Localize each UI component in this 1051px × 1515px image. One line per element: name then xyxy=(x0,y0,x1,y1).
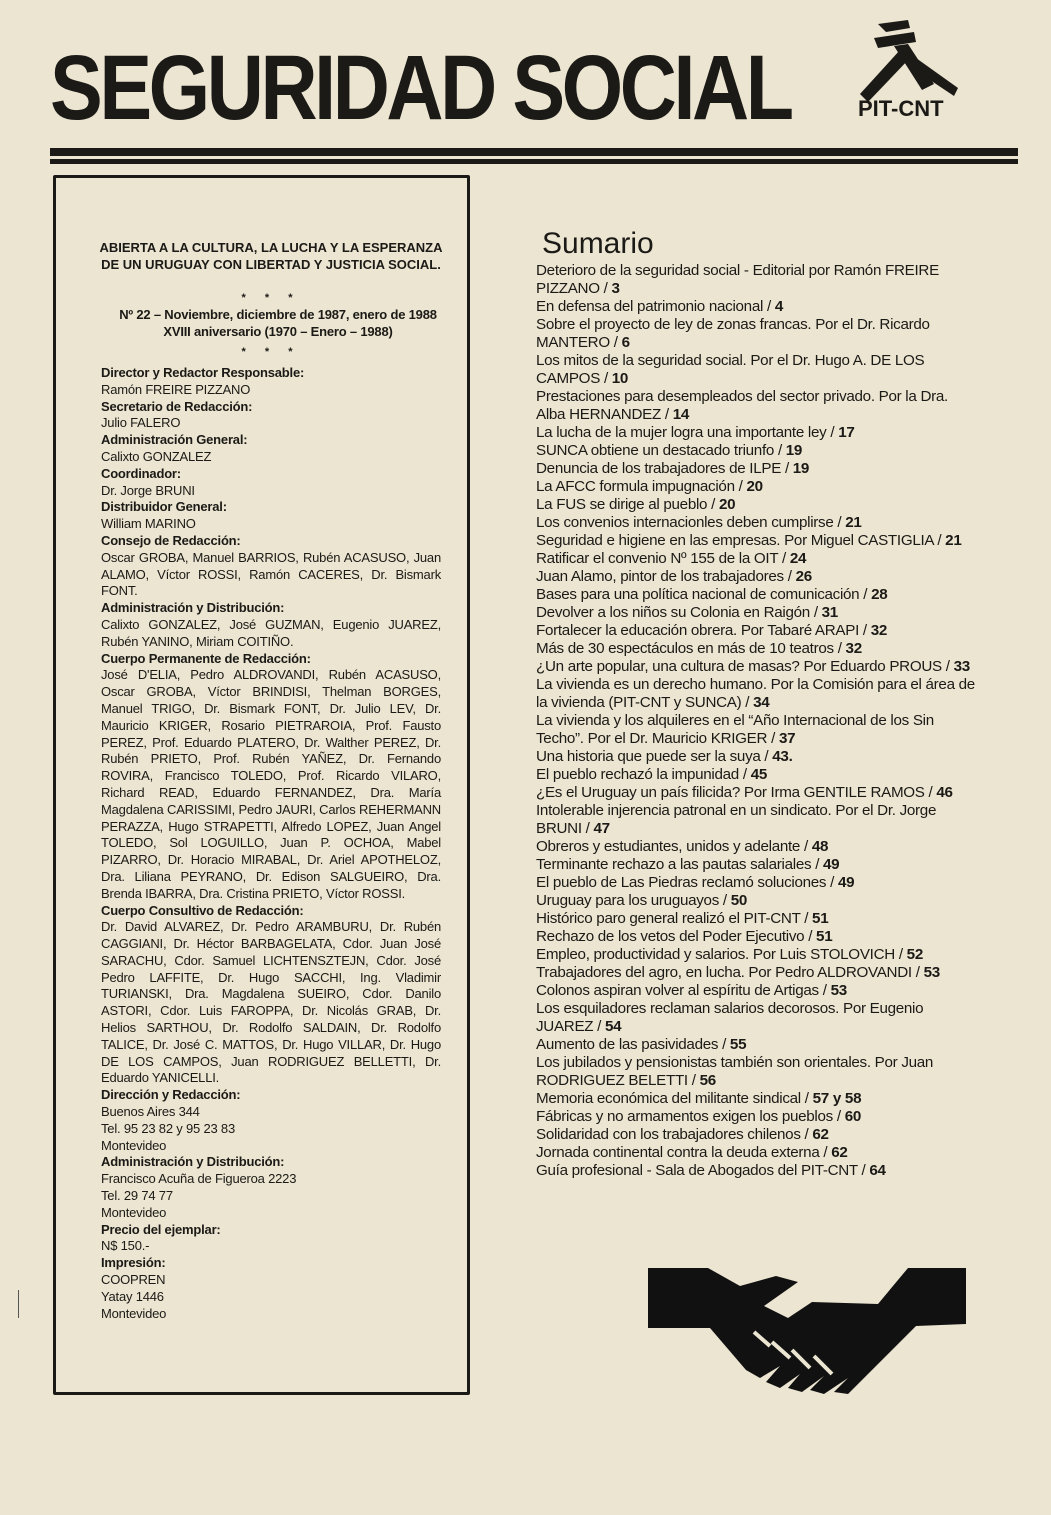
toc-item xyxy=(536,262,976,298)
toc-item-page: 64 xyxy=(869,1162,886,1179)
toc-item-title: ¿Es el Uruguay un país filicida? Por Irma GENTILE RAMOS / xyxy=(536,784,937,801)
toc-item xyxy=(536,442,976,460)
toc-item-title: Los esquiladores reclaman salarios decorosos. Por Eugenio JUAREZ / xyxy=(536,1000,924,1035)
toc-item-page: 19 xyxy=(792,460,810,477)
toc-item xyxy=(536,838,976,856)
toc-item-title: Memoria económica del militante sindical / xyxy=(536,1090,813,1107)
toc-item-title: Aumento de las pasividades / xyxy=(536,1036,730,1053)
staff-heading: Coordinador: xyxy=(101,465,181,481)
toc-item-page: 20 xyxy=(746,478,763,495)
toc-item-title: Histórico paro general realizó el PIT-CNT / xyxy=(536,910,813,927)
toc-item-title: En defensa del patrimonio nacional / xyxy=(536,298,775,315)
toc-item-title: Colonos aspiran volver al espíritu de Artigas / xyxy=(536,982,831,999)
toc-item-page: 62 xyxy=(812,1126,829,1143)
toc-item xyxy=(536,1144,976,1162)
staff-names: Francisco Acuña de Figueroa 2223 xyxy=(101,1171,297,1187)
masthead-rule-thin xyxy=(50,159,1018,164)
toc-item-title: Bases para una política nacional de comunicación / xyxy=(536,586,872,603)
staff-names: COOPREN xyxy=(101,1272,166,1288)
toc-item xyxy=(536,946,976,964)
toc-item-title: Intolerable injerencia patronal en un sindicato. Por el Dr. Jorge BRUNI / xyxy=(536,802,937,837)
toc-item-title: Trabajadores del agro, en lucha. Por Pedro ALDROVANDI / xyxy=(536,964,924,981)
staff-names: Montevideo xyxy=(101,1305,167,1321)
toc-item xyxy=(536,658,976,676)
scan-edge-mark xyxy=(18,1290,19,1318)
toc-item-page: 31 xyxy=(821,604,838,621)
toc-item-page: 37 xyxy=(778,730,796,747)
staff-heading: Secretario de Redacción: xyxy=(101,398,253,414)
toc-item-page: 56 xyxy=(699,1072,716,1089)
staff-names: Montevideo xyxy=(101,1137,167,1153)
staff-heading: Administración y Distribución: xyxy=(101,600,285,616)
toc-item-page: 54 xyxy=(605,1018,622,1035)
toc-item xyxy=(536,712,976,748)
toc-item xyxy=(536,316,976,352)
toc-item xyxy=(536,604,976,622)
toc-item-title: ¿Un arte popular, una cultura de masas? Por Eduardo PROUS / xyxy=(536,658,954,675)
toc-item-title: Terminante rechazo a las pautas salariales / xyxy=(536,856,824,873)
toc-item-title: La AFCC formula impugnación / xyxy=(536,478,747,495)
toc-item-page: 32 xyxy=(870,622,888,639)
staff-heading: Impresión: xyxy=(101,1255,166,1271)
staff-names: Tel. 95 23 82 y 95 23 83 xyxy=(101,1120,235,1136)
toc-item xyxy=(536,1090,976,1108)
separator-stars: * * * xyxy=(241,292,301,304)
toc-item-page: 43. xyxy=(772,748,793,765)
staff-names: Dr. David ALVAREZ, Dr. Pedro ARAMBURU, Dr. Rubén CAGGIANI, Dr. Héctor BARBAGELATA, Cdor. Juan José SARACHU, Cdor. Samuel LICHTENSZTEJN, Cdor. José Pedro LAFFITE, Dr. Hugo SACCHI, Ing. Vladimir TURIANSKI, Dra. Magdalena SUEIRO, Cdor. Danilo ASTORI, Cdor. Luis FAROPPA, Dr. Nicolás GRAB, Dr. Helios SARTHOU, Dr. Rodolfo SALDAIN, Dr. Rodolfo TALICE, Dr. José C. MATTOS, Dr. Hugo VILLAR, Dr. Hugo DE LOS CAMPOS, Juan RODRIGUEZ BELLETTI, Dr. Eduardo YANICELLI. xyxy=(101,919,441,1086)
toc-item xyxy=(536,1036,976,1054)
toc-item-title: La vivienda y los alquileres en el “Año Internacional de los Sin Techo”. Por el Dr. Mauricio KRIGER / xyxy=(536,712,934,747)
staff-names: William MARINO xyxy=(101,516,196,532)
toc-item-page: 24 xyxy=(789,550,807,567)
toc-item xyxy=(536,1054,976,1090)
staff-heading: Administración y Distribución: xyxy=(101,1154,285,1170)
toc-item xyxy=(536,460,976,478)
toc-item-title: Juan Alamo, pintor de los trabajadores / xyxy=(536,568,796,585)
toc-item-page: 51 xyxy=(816,928,833,945)
toc-item-title: Solidaridad con los trabajadores chilenos / xyxy=(536,1126,813,1143)
toc-item-page: 50 xyxy=(730,892,748,909)
toc-item-title: Jornada continental contra la deuda externa / xyxy=(536,1144,832,1161)
toc-item-title: Rechazo de los vetos del Poder Ejecutivo / xyxy=(536,928,817,945)
staff-names: Ramón FREIRE PIZZANO xyxy=(101,381,251,397)
toc-item-title: Deterioro de la seguridad social - Editorial por Ramón FREIRE PIZZANO / xyxy=(536,262,939,297)
toc-item-title: Seguridad e higiene en las empresas. Por Miguel CASTIGLIA / xyxy=(536,532,946,549)
toc-item xyxy=(536,586,976,604)
staff-names: Buenos Aires 344 xyxy=(101,1104,200,1120)
staff-credits xyxy=(101,365,441,1322)
toc-item xyxy=(536,874,976,892)
staff-heading: Cuerpo Consultivo de Redacción: xyxy=(101,902,304,918)
staff-heading: Director y Redactor Responsable: xyxy=(101,365,305,380)
toc-item xyxy=(536,640,976,658)
toc-item-page: 19 xyxy=(785,442,803,459)
staff-names: Oscar GROBA, Manuel BARRIOS, Rubén ACASUSO, Juan ALAMO, Víctor ROSSI, Ramón CACERES, Dr. Bismark FONT. xyxy=(101,549,441,599)
toc-item-page: 28 xyxy=(871,586,888,603)
toc-item-page: 55 xyxy=(729,1036,747,1053)
staff-heading: Dirección y Redacción: xyxy=(101,1087,241,1103)
toc-item-title: La vivienda es un derecho humano. Por la Comisión para el área de la vivienda (PIT-CNT y SUNCA) / xyxy=(536,676,975,711)
toc-item-page: 49 xyxy=(837,874,855,891)
toc-item-title: SUNCA obtiene un destacado triunfo / xyxy=(536,442,786,459)
toc-item xyxy=(536,1162,976,1180)
toc-item xyxy=(536,802,976,838)
toc-item-title: Más de 30 espectáculos en más de 10 teatros / xyxy=(536,640,846,657)
toc-item xyxy=(536,424,976,442)
staff-heading: Distribuidor General: xyxy=(101,499,227,515)
toc-item xyxy=(536,676,976,712)
toc-item-page: 21 xyxy=(945,532,962,549)
staff-names: Calixto GONZALEZ, José GUZMAN, Eugenio JUAREZ, Rubén YANINO, Miriam COITIÑO. xyxy=(101,616,441,649)
toc-item xyxy=(536,352,976,388)
toc-item-page: 6 xyxy=(621,334,630,351)
toc-item xyxy=(536,892,976,910)
toc-item xyxy=(536,964,976,982)
staff-names: Montevideo xyxy=(101,1204,167,1220)
motto: ABIERTA A LA CULTURA, LA LUCHA Y LA ESPERANZA DE UN URUGUAY CON LIBERTAD Y JUSTICIA SOCIAL. xyxy=(99,240,443,272)
toc-item-page: 62 xyxy=(831,1144,848,1161)
toc-item-page: 53 xyxy=(923,964,940,981)
toc-item xyxy=(536,532,976,550)
toc-item xyxy=(536,982,976,1000)
toc-item-page: 51 xyxy=(812,910,829,927)
toc-item-title: Guía profesional - Sala de Abogados del PIT-CNT / xyxy=(536,1162,870,1179)
toc-item xyxy=(536,910,976,928)
table-of-contents xyxy=(536,262,976,1180)
toc-item xyxy=(536,568,976,586)
toc-item xyxy=(536,1000,976,1036)
toc-item-title: Fábricas y no armamentos exigen los pueblos / xyxy=(536,1108,845,1125)
toc-item xyxy=(536,388,976,424)
toc-item-title: Devolver a los niños su Colonia en Raigón / xyxy=(536,604,822,621)
toc-item-page: 26 xyxy=(795,568,812,585)
toc-item xyxy=(536,766,976,784)
toc-item-title: El pueblo rechazó la impunidad / xyxy=(536,766,751,783)
toc-item-title: Los mitos de la seguridad social. Por el Dr. Hugo A. DE LOS CAMPOS / xyxy=(536,352,925,387)
toc-item-page: 14 xyxy=(672,406,689,423)
toc-item xyxy=(536,514,976,532)
toc-item-page: 49 xyxy=(823,856,840,873)
toc-item-title: Sobre el proyecto de ley de zonas francas. Por el Dr. Ricardo MANTERO / xyxy=(536,316,930,351)
toc-item-page: 4 xyxy=(774,298,783,315)
toc-item-page: 60 xyxy=(844,1108,861,1125)
toc-item-page: 33 xyxy=(953,658,970,675)
toc-item-title: Empleo, productividad y salarios. Por Luis STOLOVICH / xyxy=(536,946,907,963)
toc-item-title: Prestaciones para desempleados del sector privado. Por la Dra. Alba HERNANDEZ / xyxy=(536,388,948,423)
toc-item-page: 45 xyxy=(750,766,767,783)
toc-item-title: Denuncia de los trabajadores de ILPE / xyxy=(536,460,793,477)
toc-item-title: Los convenios internacionles deben cumplirse / xyxy=(536,514,846,531)
sumario-title: Sumario xyxy=(542,227,654,260)
toc-item-title: La lucha de la mujer logra una importante ley / xyxy=(536,424,839,441)
staff-names: N$ 150.- xyxy=(101,1238,150,1254)
masthead-title: SEGURIDAD SOCIAL xyxy=(50,37,791,139)
staff-names: Yatay 1446 xyxy=(101,1288,164,1304)
issue-info xyxy=(88,306,468,340)
toc-item-page: 52 xyxy=(906,946,923,963)
staff-heading: Consejo de Redacción: xyxy=(101,532,241,548)
toc-item-page: 20 xyxy=(718,496,736,513)
staff-heading: Precio del ejemplar: xyxy=(101,1221,221,1237)
staff-names: Calixto GONZALEZ xyxy=(101,448,212,464)
toc-item-page: 46 xyxy=(936,784,953,801)
toc-item-title: La FUS se dirige al pueblo / xyxy=(536,496,719,513)
toc-item xyxy=(536,622,976,640)
issue-number: Nº 22 – Noviembre, diciembre de 1987, enero de 1988 xyxy=(119,307,437,322)
logo-text: PIT-CNT xyxy=(858,96,944,121)
staff-heading: Administración General: xyxy=(101,432,248,448)
toc-item-title: Fortalecer la educación obrera. Por Tabaré ARAPI / xyxy=(536,622,871,639)
staff-names: Tel. 29 74 77 xyxy=(101,1188,173,1204)
toc-item-title: Los jubilados y pensionistas también son orientales. Por Juan RODRIGUEZ BELETTI / xyxy=(536,1054,934,1089)
toc-item xyxy=(536,748,976,766)
toc-item-page: 47 xyxy=(593,820,610,837)
toc-item xyxy=(536,784,976,802)
toc-item-page: 53 xyxy=(830,982,847,999)
toc-item xyxy=(536,496,976,514)
toc-item xyxy=(536,928,976,946)
separator-stars: * * * xyxy=(241,346,301,358)
toc-item-page: 57 y 58 xyxy=(812,1090,862,1107)
staff-heading: Cuerpo Permanente de Redacción: xyxy=(101,650,311,666)
toc-item-page: 34 xyxy=(753,694,770,711)
staff-names: Dr. Jorge BRUNI xyxy=(101,482,195,498)
toc-item-title: El pueblo de Las Piedras reclamó soluciones / xyxy=(536,874,838,891)
toc-item-page: 10 xyxy=(611,370,629,387)
toc-item-page: 21 xyxy=(845,514,862,531)
toc-item-title: Ratificar el convenio Nº 155 de la OIT / xyxy=(536,550,790,567)
staff-names: José D'ELIA, Pedro ALDROVANDI, Rubén ACASUSO, Oscar GROBA, Víctor BRINDISI, Thelman BORGES, Manuel TRIGO, Dr. Bismark FONT, Dr. Julio LEV, Dr. Mauricio KRIGER, Rosario PIETRAROIA, Prof. Fausto PEREZ, Prof. Eduardo PLATERO, Dr. Walther PEREZ, Dr. Rubén PRIETO, Prof. Rubén YAÑEZ, Dr. Fernando ROVIRA, Francisco TOLEDO, Prof. Ricardo VILARO, Richard READ, Eduardo FERNANDEZ, Dra. María Magdalena CARISSIMI, Pedro JAURI, Carlos REHERMANN PERAZZA, Hugo STRAPETTI, Alfredo LOPEZ, Juan Angel TOLEDO, Sol LOGUILLO, Juan P. OCHOA, Mabel PIZARRO, Dr. Horacio MIRABAL, Dr. Ariel APOTHELOZ, Dra. Liliana PEYRANO, Dr. Edison SALGUEIRO, Dra. Brenda IBARRA, Dra. Cristina PRIETO, Víctor ROSSI. xyxy=(101,667,441,901)
toc-item-page: 32 xyxy=(845,640,862,657)
handshake-icon xyxy=(648,1262,966,1400)
toc-item xyxy=(536,478,976,496)
toc-item-title: Obreros y estudiantes, unidos y adelante / xyxy=(536,838,812,855)
staff-names: Julio FALERO xyxy=(101,415,181,431)
masthead-rule-thick xyxy=(50,148,1018,156)
toc-item-title: Uruguay para los uruguayos / xyxy=(536,892,731,909)
toc-item xyxy=(536,550,976,568)
toc-item-title: Una historia que puede ser la suya / xyxy=(536,748,773,765)
toc-item-page: 48 xyxy=(811,838,829,855)
toc-item xyxy=(536,1126,976,1144)
toc-item xyxy=(536,856,976,874)
toc-item-page: 3 xyxy=(611,280,620,297)
anniversary: XVIII aniversario (1970 – Enero – 1988) xyxy=(163,324,393,339)
toc-item xyxy=(536,1108,976,1126)
toc-item-page: 17 xyxy=(838,424,855,441)
toc-item xyxy=(536,298,976,316)
